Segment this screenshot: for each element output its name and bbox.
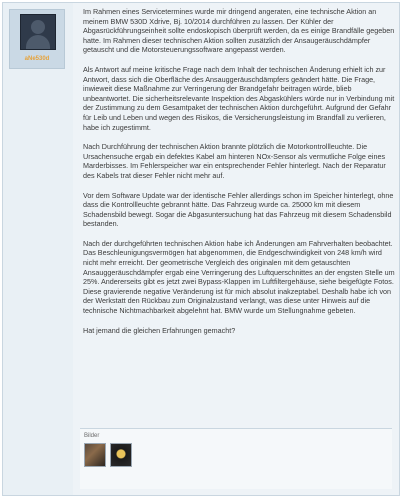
post-paragraph-4: Vor dem Software Update war der identische Fehler allerdings schon im Speicher hinterlegt, ohne dass die Kontrollleuchte gebrannt hätte. Das Fahrzeug wurde ca. 25000 km mit diesem Schadensbild bewegt. Sogar die Abgasuntersuchung hat das Fahrzeug mit diesem Schadensbild bestanden. bbox=[83, 190, 394, 229]
attachments-section bbox=[80, 428, 392, 489]
author-username[interactable]: aNe530d bbox=[24, 56, 50, 62]
attachment-thumbnail-2[interactable] bbox=[110, 443, 132, 467]
post-paragraph-6: Hat jemand die gleichen Erfahrungen gemacht? bbox=[83, 325, 236, 335]
attachment-thumbnail-1[interactable] bbox=[84, 443, 106, 467]
forum-post bbox=[2, 2, 400, 496]
author-column bbox=[3, 3, 73, 495]
author-card[interactable] bbox=[9, 9, 65, 69]
post-paragraph-2: Als Antwort auf meine kritische Frage nach dem Inhalt der technischen Änderung erhielt ich zur Antwort, dass sich die Oberfläche des Ansauggeräuschdämpfers geändert hätte. Die Frage, inwieweit diese Maßnahme zur Verringerung der Brandgefahr beitragen würde, blieb unbeantwortet. Die sicherheitsrelevante Inspektion des Abgaskühlers würde nur in Verbindung mit der Zustimmung zu dem Gesamtpaket der technischen Aktion durchgeführt. Aufgrund der Gefahr für Leib und Leben und wegen des Risikos, die Versicherungsleistung im Brandfall zu verlieren, habe ich zugestimmt. bbox=[83, 64, 395, 132]
post-paragraph-1: Im Rahmen eines Servicetermines wurde mir dringend angeraten, eine technische Aktion an meinem BMW 530D Xdrive, Bj. 10/2014 durchführen zu lassen. Der Kühler der Abgasrückführungseinheit sollte endoskopisch überprüft werden, da es einige Brandfälle gegeben hatte. Im Rahmen dieser technischen Aktion sollten zusätzlich der Ansaugeräuschdämpfer getauscht und die Motorsteuerungssoftware angepasst werden. bbox=[83, 7, 395, 55]
avatar[interactable] bbox=[20, 14, 56, 50]
attachments-label: Bilder bbox=[84, 433, 100, 439]
post-paragraph-5: Nach der durchgeführten technischen Aktion habe ich Änderungen am Fahrverhalten beobachtet. Das Beschleunigungsvermögen hat abgenommen, die Endgeschwindigkeit von 248 km/h wird nicht mehr erreicht. Der geometrische Vergleich des originalen mit dem getauschten Ansauggeräuschdämpfer ergab eine Verringerung des Luftquerschnittes an der engsten Stelle um 25%. Andererseits gibt es jetzt zwei Bypass-Klappen im Luftfiltergehäuse, siehe beigefügte Fotos. Diese gravierende negative Veränderung ist für mich absolut inakzeptabel. Deshalb habe ich von der Werkstatt den Rückbau zum Originalzustand verlangt, was diese unter Hinweis auf die technische Nichtmachbarkeit abgelehnt hat. BMW wurde um Stellungnahme gebeten. bbox=[83, 238, 395, 316]
post-paragraph-3: Nach Durchführung der technischen Aktion brannte plötzlich die Motorkontrollleuchte. Die Ursachensuche ergab ein defektes Kabel am hinteren NOx-Sensor als vermutliche Folge eines Marderbisses. Im Fehlerspeicher war ein entsprechender Fehler hinterlegt. Nach der Reparatur des Kabels trat dieser Fehler nicht mehr auf. bbox=[83, 142, 386, 180]
post-body bbox=[83, 7, 395, 345]
